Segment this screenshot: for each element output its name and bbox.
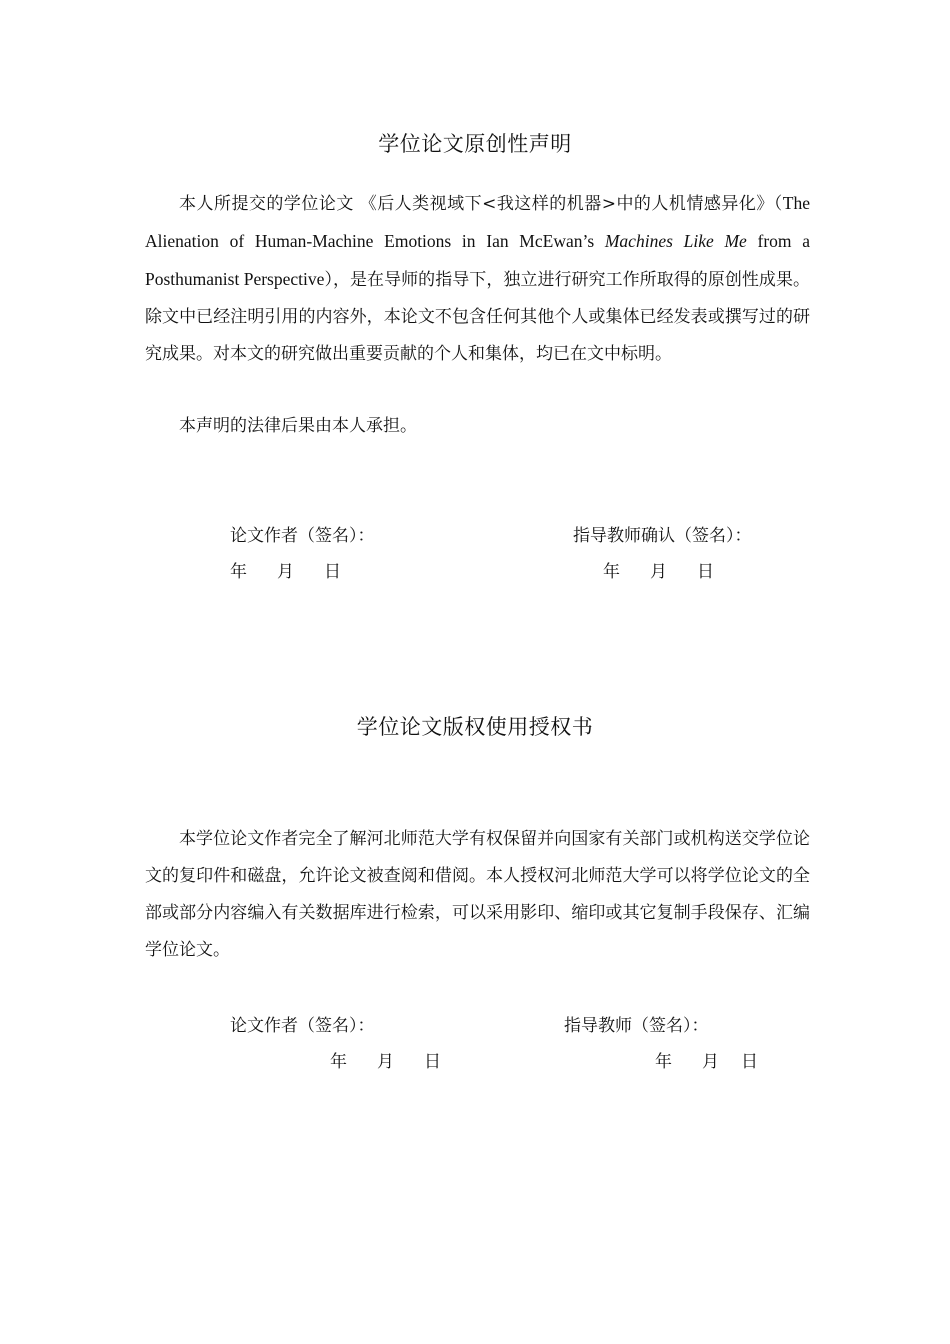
authorization-advisor-date [655,1047,758,1072]
declaration-text-b: ），是在导师的指导下，独立进行研究工作所取得的原创性成果。除文中已经注明引用的内容外，本论文不包含任何其他个人或集体已经发表或撰写过的研究成果。对本文的研究做出重要贡献的个人和集体，均已在文中标明。 [145,270,811,364]
declaration-advisor-date [603,557,714,582]
declaration-text-a: 本人所提交的学位论文 《后人类视域下<我这样的机器>中的人机情感异化》（ [179,194,783,214]
month-label: 月 [650,562,667,582]
declaration-advisor-signature-label: 指导教师确认（签名）： [573,526,752,546]
month-label: 月 [377,1052,394,1072]
month-label: 月 [702,1052,719,1072]
day-label: 日 [424,1052,441,1072]
year-label: 年 [230,562,247,582]
declaration-author-date [230,557,341,582]
month-label: 月 [277,562,294,582]
thesis-english-title-end: from a Posthumanist Perspective [145,231,810,289]
authorization-advisor-signature-label: 指导教师（签名）： [564,1016,709,1036]
day-label: 日 [324,562,341,582]
day-label: 日 [741,1052,758,1072]
thesis-english-title: The Alienation of Human-Machine Emotions in Ian McEwan’s [145,193,810,251]
authorization-author-signature-label: 论文作者（签名）： [230,1016,375,1036]
year-label: 年 [330,1052,347,1072]
authorization-paragraph: 本学位论文作者完全了解河北师范大学有权保留并向国家有关部门或机构送交学位论文的复印件和磁盘，允许论文被查阅和借阅。本人授权河北师范大学可以将学位论文的全部或部分内容编入有关数据库进行检索，可以采用影印、缩印或其它复制手段保存、汇编学位论文。 [145,829,810,960]
declaration-paragraph [145,185,810,373]
day-label: 日 [697,562,714,582]
declaration-author-signature-label: 论文作者（签名）： [230,526,375,546]
authorization-author-date [330,1047,441,1072]
year-label: 年 [655,1052,672,1072]
authorization-title: 学位论文版权使用授权书 [356,715,594,739]
declaration-liability: 本声明的法律后果由本人承担。 [179,416,417,436]
declaration-title: 学位论文原创性声明 [378,132,572,156]
book-title-italic: Machines Like Me [604,231,747,251]
year-label: 年 [603,562,620,582]
